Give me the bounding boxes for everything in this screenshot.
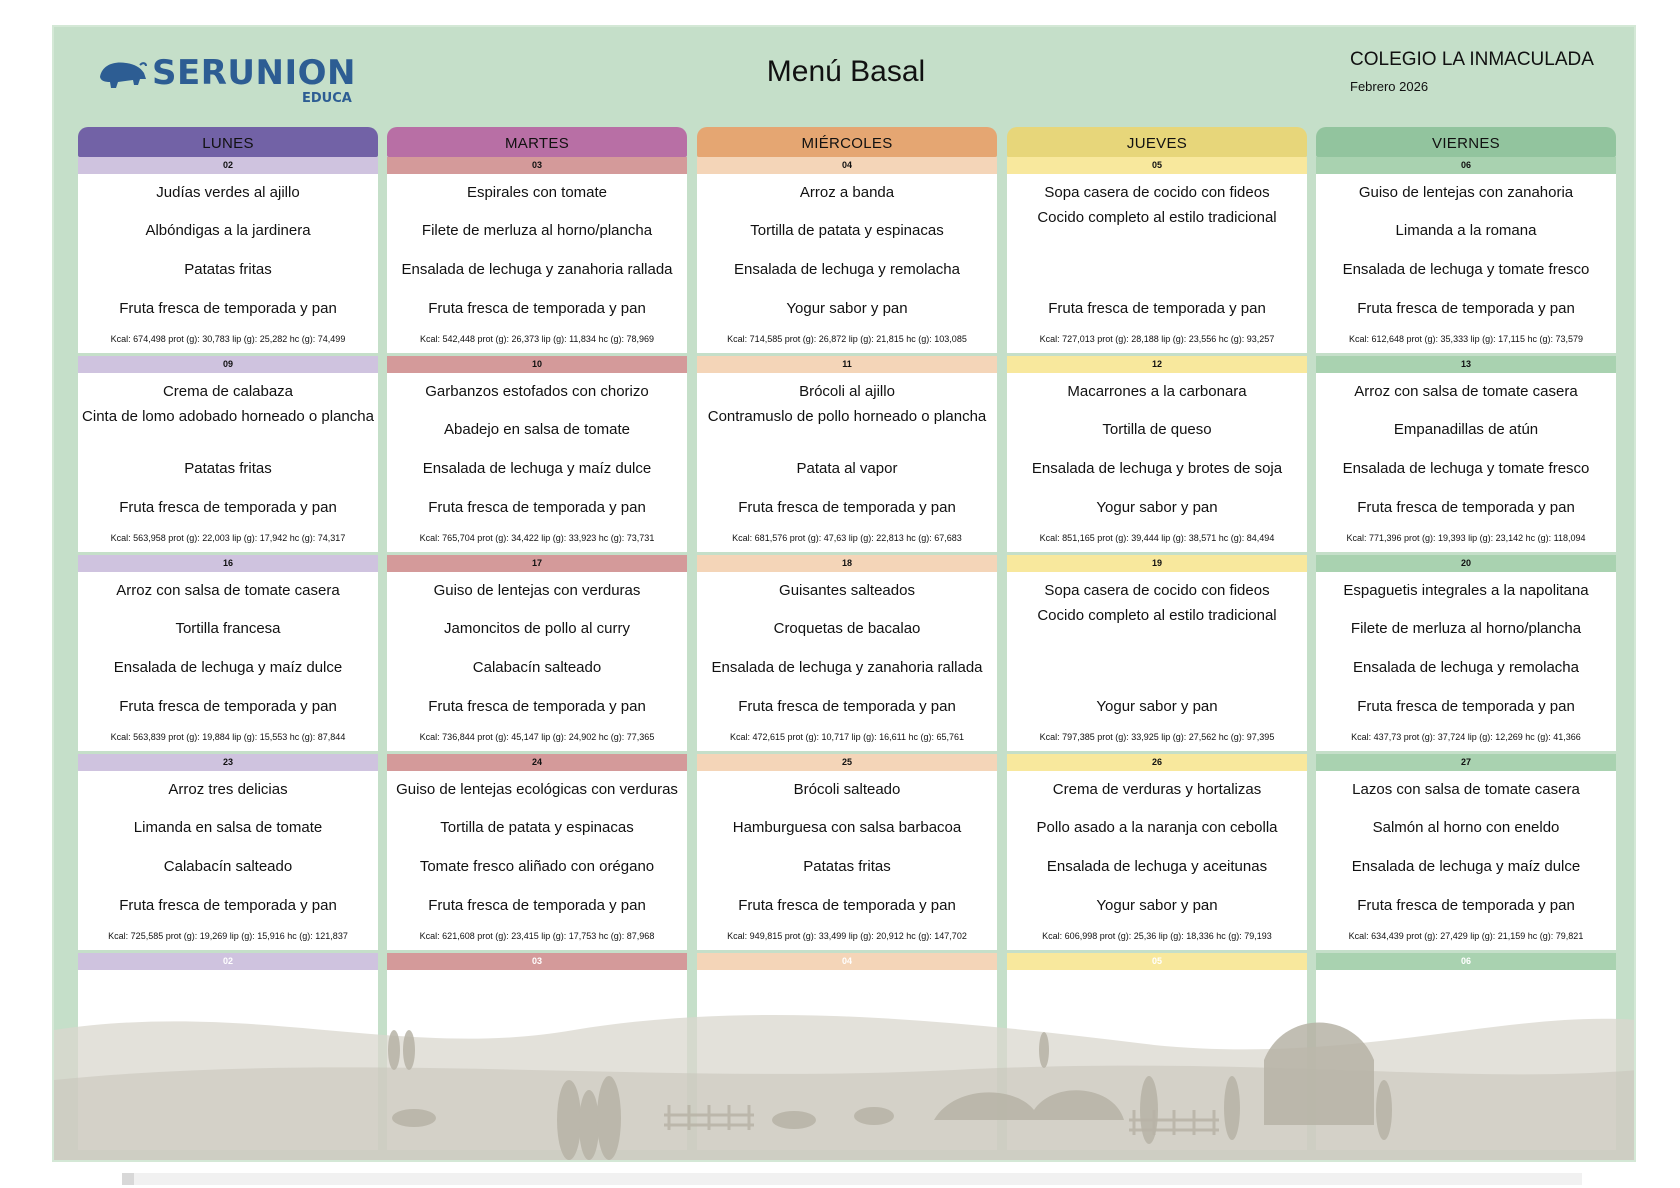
date-label: 04 bbox=[697, 157, 997, 174]
date-label: 12 bbox=[1007, 356, 1307, 373]
dessert: Fruta fresca de temporada y pan bbox=[1357, 300, 1575, 317]
day-menu bbox=[1007, 356, 1307, 555]
date-label: 16 bbox=[78, 555, 378, 572]
main-course: Cocido completo al estilo tradicional bbox=[1037, 607, 1277, 624]
day-menu bbox=[78, 356, 378, 555]
dessert: Yogur sabor y pan bbox=[1096, 897, 1218, 914]
nutrition-info: Kcal: 563,958 prot (g): 22,003 lip (g): 17,942 hc (g): 74,317 bbox=[110, 533, 346, 543]
menu-cell bbox=[1007, 572, 1307, 751]
day-menu bbox=[387, 754, 687, 953]
day-menu bbox=[387, 356, 687, 555]
nutrition-info: Kcal: 437,73 prot (g): 37,724 lip (g): 12,269 hc (g): 41,366 bbox=[1351, 732, 1581, 742]
main-course: Salmón al horno con eneldo bbox=[1372, 819, 1560, 836]
empty-menu-cell bbox=[1316, 970, 1616, 1150]
day-column-miercoles bbox=[697, 127, 997, 1150]
date-label: 06 bbox=[1316, 157, 1616, 174]
date-label: 10 bbox=[387, 356, 687, 373]
nutrition-info: Kcal: 714,585 prot (g): 26,872 lip (g): 21,815 hc (g): 103,085 bbox=[727, 334, 967, 344]
date-label: 27 bbox=[1316, 754, 1616, 771]
main-course: Pollo asado a la naranja con cebolla bbox=[1036, 819, 1278, 836]
menu-cell bbox=[697, 373, 997, 552]
first-course: Arroz con salsa de tomate casera bbox=[116, 582, 340, 599]
dessert: Fruta fresca de temporada y pan bbox=[119, 300, 337, 317]
dessert: Fruta fresca de temporada y pan bbox=[1048, 300, 1266, 317]
dessert: Fruta fresca de temporada y pan bbox=[428, 698, 646, 715]
date-label: 25 bbox=[697, 754, 997, 771]
date-label: 20 bbox=[1316, 555, 1616, 572]
day-header: JUEVES bbox=[1007, 127, 1307, 157]
main-course: Croquetas de bacalao bbox=[773, 620, 921, 637]
side-dish: Ensalada de lechuga y zanahoria rallada bbox=[711, 659, 983, 676]
nutrition-info: Kcal: 612,648 prot (g): 35,333 lip (g): 17,115 hc (g): 73,579 bbox=[1349, 334, 1583, 344]
main-course: Contramuslo de pollo horneado o plancha bbox=[707, 408, 987, 425]
empty-menu-cell bbox=[387, 970, 687, 1150]
nutrition-info: Kcal: 797,385 prot (g): 33,925 lip (g): 27,562 hc (g): 97,395 bbox=[1039, 732, 1275, 742]
day-header: MARTES bbox=[387, 127, 687, 157]
main-course: Cinta de lomo adobado horneado o plancha bbox=[82, 408, 374, 425]
date-label: 23 bbox=[78, 754, 378, 771]
menu-cell bbox=[1316, 373, 1616, 552]
main-course: Cocido completo al estilo tradicional bbox=[1037, 209, 1277, 226]
next-week-date-label: 03 bbox=[387, 953, 687, 970]
first-course: Espirales con tomate bbox=[466, 184, 608, 201]
menu-cell bbox=[387, 373, 687, 552]
main-course: Jamoncitos de pollo al curry bbox=[444, 620, 630, 637]
next-week-date-label: 02 bbox=[78, 953, 378, 970]
menu-cell bbox=[78, 771, 378, 950]
dessert: Fruta fresca de temporada y pan bbox=[119, 897, 337, 914]
nutrition-info: Kcal: 949,815 prot (g): 33,499 lip (g): 20,912 hc (g): 147,702 bbox=[727, 931, 967, 941]
menu-cell bbox=[387, 174, 687, 353]
brand-name: SERUNION bbox=[152, 53, 356, 93]
menu-cell bbox=[697, 771, 997, 950]
footer-marker bbox=[122, 1173, 134, 1185]
date-label: 26 bbox=[1007, 754, 1307, 771]
date-label: 13 bbox=[1316, 356, 1616, 373]
first-course: Crema de calabaza bbox=[162, 383, 294, 400]
day-menu bbox=[1316, 754, 1616, 953]
first-course: Arroz tres delicias bbox=[168, 781, 288, 798]
main-course: Tortilla de patata y espinacas bbox=[440, 819, 634, 836]
dessert: Fruta fresca de temporada y pan bbox=[1357, 499, 1575, 516]
nutrition-info: Kcal: 634,439 prot (g): 27,429 lip (g): 21,159 hc (g): 79,821 bbox=[1348, 931, 1584, 941]
first-course: Guiso de lentejas ecológicas con verduras bbox=[396, 781, 678, 798]
menu-cell bbox=[697, 174, 997, 353]
first-course: Macarrones a la carbonara bbox=[1067, 383, 1247, 400]
main-course: Albóndigas a la jardinera bbox=[145, 222, 311, 239]
day-column-viernes bbox=[1316, 127, 1616, 1150]
nutrition-info: Kcal: 851,165 prot (g): 39,444 lip (g): 38,571 hc (g): 84,494 bbox=[1039, 533, 1275, 543]
dessert: Yogur sabor y pan bbox=[1096, 698, 1218, 715]
nutrition-info: Kcal: 725,585 prot (g): 19,269 lip (g): 15,916 hc (g): 121,837 bbox=[108, 931, 348, 941]
side-dish: Calabacín salteado bbox=[472, 659, 602, 676]
menu-cell bbox=[697, 572, 997, 751]
dessert: Fruta fresca de temporada y pan bbox=[428, 499, 646, 516]
dessert: Yogur sabor y pan bbox=[1096, 499, 1218, 516]
menu-cell bbox=[78, 174, 378, 353]
day-menu bbox=[387, 555, 687, 754]
first-course: Crema de verduras y hortalizas bbox=[1052, 781, 1262, 798]
side-dish: Ensalada de lechuga y zanahoria rallada bbox=[401, 261, 673, 278]
dessert: Fruta fresca de temporada y pan bbox=[428, 300, 646, 317]
side-dish: Ensalada de lechuga y aceitunas bbox=[1046, 858, 1268, 875]
side-dish: Ensalada de lechuga y tomate fresco bbox=[1342, 261, 1590, 278]
first-course: Guisantes salteados bbox=[779, 582, 915, 599]
first-course: Arroz a banda bbox=[799, 184, 895, 201]
side-dish: Tomate fresco aliñado con orégano bbox=[419, 858, 655, 875]
first-course: Guiso de lentejas con verduras bbox=[433, 582, 641, 599]
first-course: Brócoli salteado bbox=[793, 781, 901, 798]
nutrition-info: Kcal: 674,498 prot (g): 30,783 lip (g): 25,282 hc (g): 74,499 bbox=[110, 334, 346, 344]
dessert: Fruta fresca de temporada y pan bbox=[428, 897, 646, 914]
next-week-date-label: 06 bbox=[1316, 953, 1616, 970]
first-course: Lazos con salsa de tomate casera bbox=[1352, 781, 1580, 798]
page-title: Menú Basal bbox=[766, 55, 926, 88]
day-menu bbox=[78, 157, 378, 356]
main-course: Abadejo en salsa de tomate bbox=[444, 421, 630, 438]
menu-cell bbox=[387, 771, 687, 950]
first-course: Espaguetis integrales a la napolitana bbox=[1343, 582, 1589, 599]
day-menu bbox=[387, 157, 687, 356]
empty-menu-cell bbox=[697, 970, 997, 1150]
date-label: 03 bbox=[387, 157, 687, 174]
side-dish: Ensalada de lechuga y tomate fresco bbox=[1342, 460, 1590, 477]
nutrition-info: Kcal: 765,704 prot (g): 34,422 lip (g): 33,923 hc (g): 73,731 bbox=[419, 533, 655, 543]
side-dish: Ensalada de lechuga y remolacha bbox=[1353, 659, 1579, 676]
dessert: Fruta fresca de temporada y pan bbox=[119, 698, 337, 715]
menu-cell bbox=[1007, 771, 1307, 950]
menu-month: Febrero 2026 bbox=[1350, 79, 1429, 94]
side-dish: Ensalada de lechuga y maíz dulce bbox=[113, 659, 343, 676]
side-dish: Ensalada de lechuga y maíz dulce bbox=[422, 460, 652, 477]
day-menu bbox=[697, 555, 997, 754]
day-menu bbox=[697, 754, 997, 953]
dessert: Fruta fresca de temporada y pan bbox=[119, 499, 337, 516]
main-course: Tortilla francesa bbox=[175, 620, 281, 637]
side-dish: Patatas fritas bbox=[184, 261, 272, 278]
first-course: Sopa casera de cocido con fideos bbox=[1044, 582, 1270, 599]
day-menu bbox=[1007, 157, 1307, 356]
date-label: 18 bbox=[697, 555, 997, 572]
first-course: Sopa casera de cocido con fideos bbox=[1044, 184, 1270, 201]
dessert: Fruta fresca de temporada y pan bbox=[738, 897, 956, 914]
main-course: Hamburguesa con salsa barbacoa bbox=[732, 819, 962, 836]
main-course: Empanadillas de atún bbox=[1393, 421, 1539, 438]
side-dish: Patatas fritas bbox=[803, 858, 891, 875]
date-label: 17 bbox=[387, 555, 687, 572]
dessert: Fruta fresca de temporada y pan bbox=[1357, 897, 1575, 914]
main-course: Tortilla de patata y espinacas bbox=[750, 222, 944, 239]
main-course: Filete de merluza al horno/plancha bbox=[421, 222, 653, 239]
next-week-date-label: 04 bbox=[697, 953, 997, 970]
side-dish: Patata al vapor bbox=[796, 460, 898, 477]
dessert: Fruta fresca de temporada y pan bbox=[738, 698, 956, 715]
menu-cell bbox=[1007, 373, 1307, 552]
main-course: Filete de merluza al horno/plancha bbox=[1350, 620, 1582, 637]
side-dish: Ensalada de lechuga y remolacha bbox=[734, 261, 960, 278]
day-column-jueves bbox=[1007, 127, 1307, 1150]
brand-subtitle: EDUCA bbox=[302, 91, 352, 106]
menu-cell bbox=[78, 373, 378, 552]
menu-cell bbox=[1316, 771, 1616, 950]
menu-sheet bbox=[52, 25, 1636, 1162]
date-label: 09 bbox=[78, 356, 378, 373]
side-dish: Patatas fritas bbox=[184, 460, 272, 477]
school-name: COLEGIO LA INMACULADA bbox=[1350, 49, 1594, 70]
main-course: Tortilla de queso bbox=[1102, 421, 1212, 438]
nutrition-info: Kcal: 736,844 prot (g): 45,147 lip (g): 24,902 hc (g): 77,365 bbox=[419, 732, 655, 742]
side-dish: Ensalada de lechuga y maíz dulce bbox=[1351, 858, 1581, 875]
first-course: Judías verdes al ajillo bbox=[156, 184, 300, 201]
nutrition-info: Kcal: 621,608 prot (g): 23,415 lip (g): 17,753 hc (g): 87,968 bbox=[419, 931, 655, 941]
dessert: Fruta fresca de temporada y pan bbox=[738, 499, 956, 516]
nutrition-info: Kcal: 563,839 prot (g): 19,884 lip (g): 15,553 hc (g): 87,844 bbox=[110, 732, 346, 742]
day-menu bbox=[1007, 555, 1307, 754]
footer-bar bbox=[122, 1173, 1582, 1185]
day-menu bbox=[697, 356, 997, 555]
date-label: 02 bbox=[78, 157, 378, 174]
nutrition-info: Kcal: 472,615 prot (g): 10,717 lip (g): 16,611 hc (g): 65,761 bbox=[730, 732, 964, 742]
day-menu bbox=[78, 754, 378, 953]
day-menu bbox=[78, 555, 378, 754]
dessert: Yogur sabor y pan bbox=[786, 300, 908, 317]
day-header: VIERNES bbox=[1316, 127, 1616, 157]
first-course: Arroz con salsa de tomate casera bbox=[1354, 383, 1578, 400]
empty-menu-cell bbox=[1007, 970, 1307, 1150]
first-course: Garbanzos estofados con chorizo bbox=[425, 383, 649, 400]
nutrition-info: Kcal: 542,448 prot (g): 26,373 lip (g): 11,834 hc (g): 78,969 bbox=[420, 334, 654, 344]
nutrition-info: Kcal: 727,013 prot (g): 28,188 lip (g): 23,556 hc (g): 93,257 bbox=[1039, 334, 1275, 344]
first-course: Brócoli al ajillo bbox=[799, 383, 895, 400]
day-column-martes bbox=[387, 127, 687, 1150]
empty-menu-cell bbox=[78, 970, 378, 1150]
menu-cell bbox=[1316, 572, 1616, 751]
date-label: 05 bbox=[1007, 157, 1307, 174]
dessert: Fruta fresca de temporada y pan bbox=[1357, 698, 1575, 715]
nutrition-info: Kcal: 606,998 prot (g): 25,36 lip (g): 18,336 hc (g): 79,193 bbox=[1042, 931, 1272, 941]
date-label: 24 bbox=[387, 754, 687, 771]
next-week-date-label: 05 bbox=[1007, 953, 1307, 970]
side-dish: Ensalada de lechuga y brotes de soja bbox=[1031, 460, 1283, 477]
nutrition-info: Kcal: 681,576 prot (g): 47,63 lip (g): 22,813 hc (g): 67,683 bbox=[732, 533, 962, 543]
day-header: MIÉRCOLES bbox=[697, 127, 997, 157]
date-label: 19 bbox=[1007, 555, 1307, 572]
date-label: 11 bbox=[697, 356, 997, 373]
side-dish: Calabacín salteado bbox=[163, 858, 293, 875]
day-header: LUNES bbox=[78, 127, 378, 157]
day-menu bbox=[1316, 157, 1616, 356]
menu-cell bbox=[1007, 174, 1307, 353]
day-column-lunes bbox=[78, 127, 378, 1150]
main-course: Limanda a la romana bbox=[1395, 222, 1537, 239]
day-menu bbox=[697, 157, 997, 356]
menu-cell bbox=[78, 572, 378, 751]
nutrition-info: Kcal: 771,396 prot (g): 19,393 lip (g): 23,142 hc (g): 118,094 bbox=[1346, 533, 1586, 543]
menu-cell bbox=[1316, 174, 1616, 353]
main-course: Limanda en salsa de tomate bbox=[133, 819, 323, 836]
menu-cell bbox=[387, 572, 687, 751]
day-menu bbox=[1316, 356, 1616, 555]
day-menu bbox=[1007, 754, 1307, 953]
first-course: Guiso de lentejas con zanahoria bbox=[1358, 184, 1574, 201]
day-menu bbox=[1316, 555, 1616, 754]
